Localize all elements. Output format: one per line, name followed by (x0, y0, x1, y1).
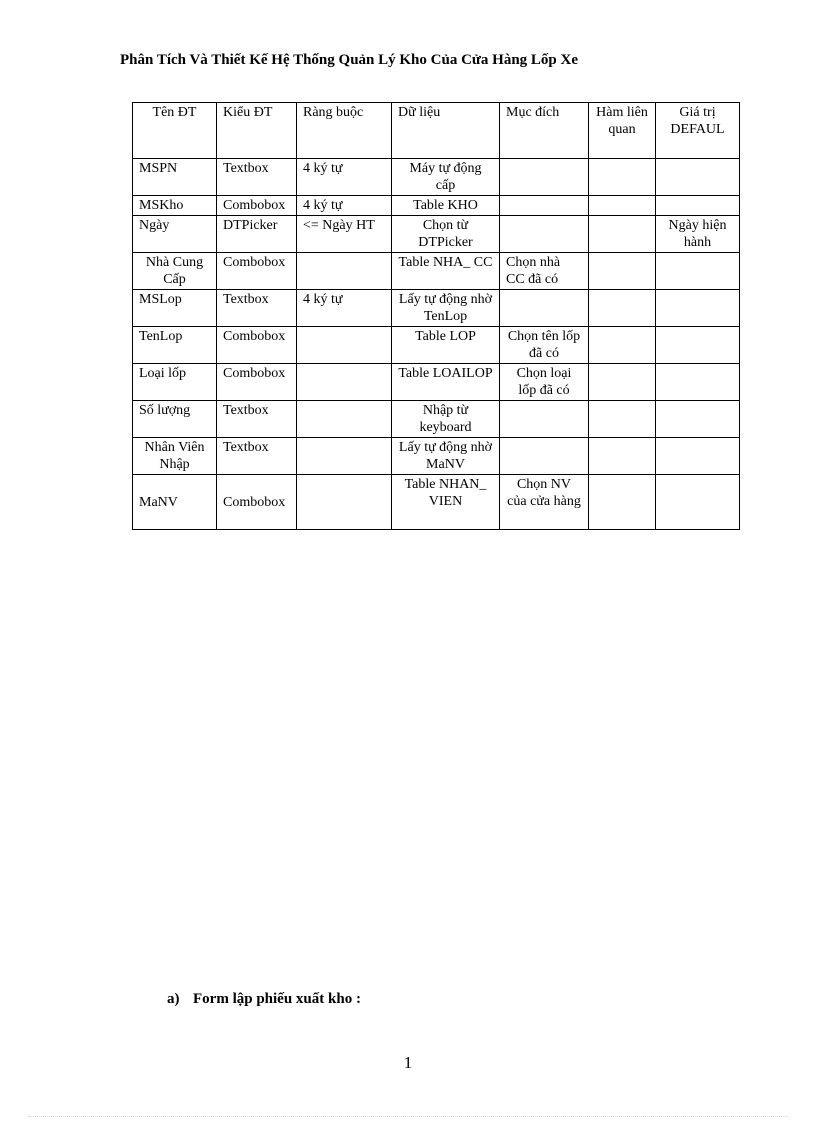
cell-gia-tri-default (656, 159, 740, 196)
cell-rang-buoc (297, 438, 392, 475)
cell-du-lieu: Lấy tự động nhờ TenLop (392, 290, 500, 327)
header-gia-tri-default: Giá trị DEFAUL (656, 103, 740, 159)
cell-ham-lien-quan (589, 438, 656, 475)
cell-gia-tri-default (656, 196, 740, 216)
page-number: 1 (403, 1053, 413, 1072)
cell-ham-lien-quan (589, 159, 656, 196)
cell-ten-dt: Nhân Viên Nhập (133, 438, 217, 475)
cell-gia-tri-default (656, 438, 740, 475)
cell-kieu-dt: Textbox (217, 401, 297, 438)
cell-gia-tri-default (656, 290, 740, 327)
page-header-title: Phân Tích Và Thiết Kế Hệ Thống Quản Lý Kho Của Cửa Hàng Lốp Xe (120, 52, 578, 68)
table-row (133, 401, 740, 438)
cell-du-lieu: Lấy tự động nhờ MaNV (392, 438, 500, 475)
cell-muc-dich: Chọn loại lốp đã có (500, 364, 589, 401)
cell-ham-lien-quan (589, 290, 656, 327)
cell-ten-dt: TenLop (133, 327, 217, 364)
cell-muc-dich: Chọn nhà CC đã có (500, 253, 589, 290)
table-row (133, 438, 740, 475)
cell-rang-buoc: 4 ký tự (297, 159, 392, 196)
section-label: Form lập phiếu xuất kho : (193, 991, 361, 1007)
cell-rang-buoc (297, 327, 392, 364)
header-muc-dich: Mục đích (500, 103, 589, 159)
cell-ham-lien-quan (589, 475, 656, 530)
table-row (133, 159, 740, 196)
cell-rang-buoc (297, 475, 392, 530)
cell-kieu-dt: Combobox (217, 253, 297, 290)
cell-gia-tri-default (656, 253, 740, 290)
cell-muc-dich: Chọn tên lốp đã có (500, 327, 589, 364)
cell-ten-dt: MaNV (133, 475, 217, 530)
table-row (133, 253, 740, 290)
cell-gia-tri-default (656, 327, 740, 364)
table-row (133, 196, 740, 216)
cell-kieu-dt: Combobox (217, 364, 297, 401)
cell-muc-dich (500, 290, 589, 327)
section-marker: a) (167, 991, 180, 1007)
table-row (133, 290, 740, 327)
cell-muc-dich (500, 401, 589, 438)
cell-ten-dt: MSPN (133, 159, 217, 196)
cell-ham-lien-quan (589, 364, 656, 401)
header-ten-dt: Tên ĐT (133, 103, 217, 159)
cell-gia-tri-default: Ngày hiện hành (656, 216, 740, 253)
cell-ham-lien-quan (589, 253, 656, 290)
table-row (133, 364, 740, 401)
cell-ten-dt: MSLop (133, 290, 217, 327)
cell-kieu-dt: Textbox (217, 438, 297, 475)
table-row (133, 216, 740, 253)
cell-muc-dich: Chọn NV của cửa hàng (500, 475, 589, 530)
cell-du-lieu: Chọn từ DTPicker (392, 216, 500, 253)
page-bottom-divider (28, 1116, 788, 1117)
cell-ten-dt: Nhà Cung Cấp (133, 253, 217, 290)
section-heading (167, 991, 361, 1008)
cell-du-lieu: Table NHA_ CC (392, 253, 500, 290)
cell-ten-dt: Loại lốp (133, 364, 217, 401)
header-kieu-dt: Kiểu ĐT (217, 103, 297, 159)
cell-kieu-dt: Textbox (217, 159, 297, 196)
cell-du-lieu: Table KHO (392, 196, 500, 216)
cell-kieu-dt: Combobox (217, 196, 297, 216)
cell-ham-lien-quan (589, 327, 656, 364)
header-rang-buoc: Ràng buộc (297, 103, 392, 159)
header-du-lieu: Dữ liệu (392, 103, 500, 159)
cell-du-lieu: Máy tự động cấp (392, 159, 500, 196)
cell-muc-dich (500, 438, 589, 475)
cell-kieu-dt: Combobox (217, 475, 297, 530)
cell-rang-buoc: 4 ký tự (297, 196, 392, 216)
cell-rang-buoc: 4 ký tự (297, 290, 392, 327)
cell-ten-dt: Ngày (133, 216, 217, 253)
cell-muc-dich (500, 159, 589, 196)
cell-du-lieu: Table LOAILOP (392, 364, 500, 401)
cell-kieu-dt: Combobox (217, 327, 297, 364)
cell-du-lieu: Nhập từ keyboard (392, 401, 500, 438)
cell-muc-dich (500, 216, 589, 253)
cell-rang-buoc (297, 364, 392, 401)
cell-ten-dt: Số lượng (133, 401, 217, 438)
cell-kieu-dt: DTPicker (217, 216, 297, 253)
cell-du-lieu: Table NHAN_ VIEN (392, 475, 500, 530)
cell-gia-tri-default (656, 401, 740, 438)
cell-muc-dich (500, 196, 589, 216)
cell-ham-lien-quan (589, 196, 656, 216)
field-spec-table (132, 102, 740, 530)
cell-kieu-dt: Textbox (217, 290, 297, 327)
cell-ham-lien-quan (589, 216, 656, 253)
table-header-row (133, 103, 740, 159)
table-row (133, 475, 740, 530)
cell-gia-tri-default (656, 475, 740, 530)
header-ham-lien-quan: Hàm liên quan (589, 103, 656, 159)
cell-ham-lien-quan (589, 401, 656, 438)
cell-rang-buoc: <= Ngày HT (297, 216, 392, 253)
cell-du-lieu: Table LOP (392, 327, 500, 364)
cell-gia-tri-default (656, 364, 740, 401)
cell-rang-buoc (297, 253, 392, 290)
cell-ten-dt: MSKho (133, 196, 217, 216)
table-row (133, 327, 740, 364)
cell-rang-buoc (297, 401, 392, 438)
